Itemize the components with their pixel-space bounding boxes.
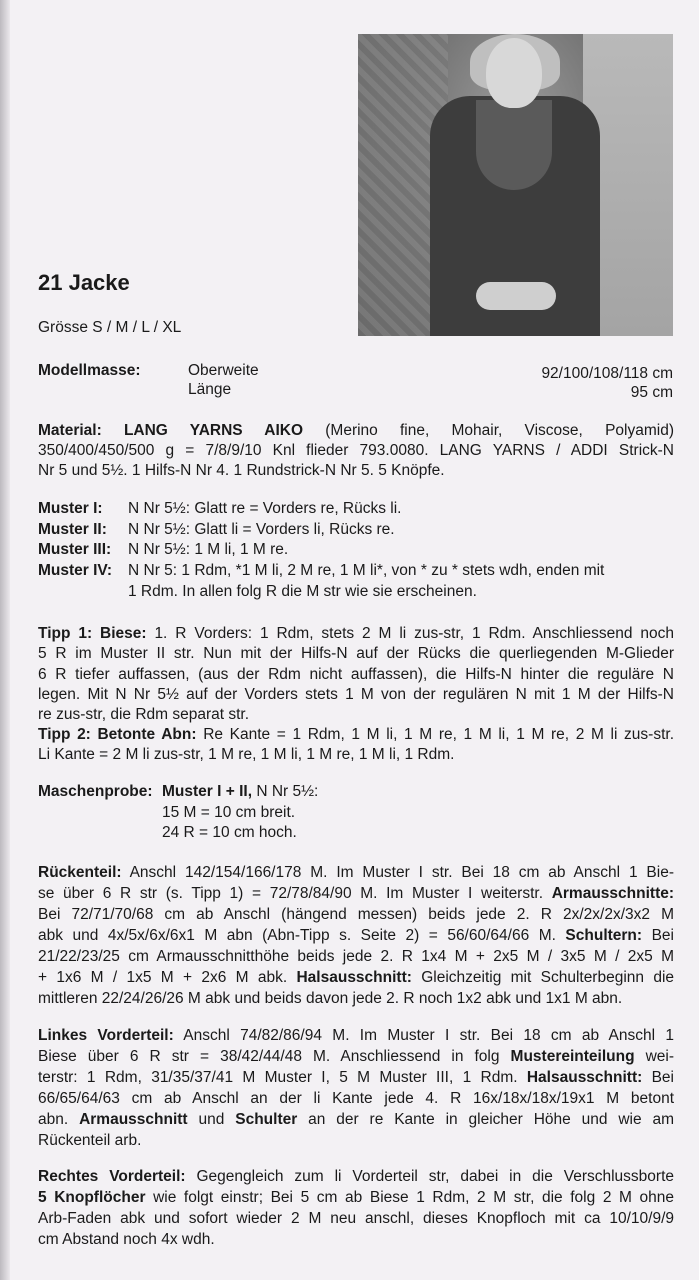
ruecken-line-2: se über 6 R str (s. Tipp 1) = 72/78/84/90 M. Im Muster I weiterstr. Armausschnitte: <box>38 885 675 902</box>
material-line-3: Nr 5 und 5½. 1 Hilfs-N Nr 4. 1 Rundstrick-N Nr 5. 5 Knöpfe. <box>38 462 445 479</box>
tipp1-line-5: re zus-str, die Rdm separat str. <box>38 706 250 723</box>
measure-name-bust: Oberweite <box>188 362 259 379</box>
muster-4-continued: 1 Rdm. In allen folg R die M str wie sie erscheinen. <box>128 583 477 600</box>
page-edge <box>0 0 10 1280</box>
linkes-line-1: Linkes Vorderteil: Anschl 74/82/86/94 M. Im Muster I str. Bei 18 cm ab Anschl 1 <box>38 1027 675 1044</box>
ruecken-line-3: Bei 72/71/70/68 cm ab Anschl (hängend messen) beids jede 2. R 2x/2x/2x/3x2 M <box>38 906 674 923</box>
muster-1: Muster I: N Nr 5½: Glatt re = Vorders re, Rücks li. <box>38 500 402 517</box>
linkes-line-6: Rückenteil arb. <box>38 1132 142 1149</box>
ruecken-line-6: + 1x6 M / 1x5 M + 2x6 M abk. Halsausschnitt: Gleichzeitig mit Schulterbeginn die <box>38 969 675 986</box>
measure-value-length: 95 cm <box>630 384 673 401</box>
tipp1-line-1: Tipp 1: Biese: 1. R Vorders: 1 Rdm, stets 2 M li zus-str, 1 Rdm. Anschliessend noch <box>38 625 674 642</box>
muster-3: Muster III: N Nr 5½: 1 M li, 1 M re. <box>38 541 289 558</box>
ruecken-line-4: abk und 4x/5x/6x/6x1 M abn (Abn-Tipp s. Seite 2) = 56/60/64/66 M. Schultern: Bei <box>38 927 674 944</box>
model-measures-label: Modellmasse: <box>38 362 141 379</box>
ruecken-line-7: mittleren 22/24/26/26 M abk und beids davon jede 2. R noch 1x2 abk und 1x1 M abn. <box>38 990 623 1007</box>
linkes-line-2: Biese über 6 R str = 38/42/44/48 M. Anschliessend in folg Mustereinteilung wei- <box>38 1048 675 1065</box>
linkes-line-4: 66/65/64/63 cm ab Anschl an der li Kante jede 4. R 16x/18x/18x/19x1 M betont <box>38 1090 674 1107</box>
linkes-line-3: terstr: 1 Rdm, 31/35/37/41 M Muster I, 5 M Muster III, 1 Rdm. Halsausschnitt: Bei <box>38 1069 674 1086</box>
material-line-2: 350/400/450/500 g = 7/8/9/10 Knl flieder 793.0080. LANG YARNS / ADDI Strick-N <box>38 442 674 459</box>
size-line: Grösse S / M / L / XL <box>38 319 182 336</box>
maschenprobe-line-2: 15 M = 10 cm breit. <box>162 804 296 821</box>
measure-value-bust: 92/100/108/118 cm <box>541 365 673 382</box>
tipp1-line-4: legen. Mit N Nr 5½ auf der Vorders stets 1 M von der regulären N mit 1 M der Hilfs-N <box>38 686 674 703</box>
maschenprobe-line-3: 24 R = 10 cm hoch. <box>162 824 297 841</box>
material-line-1: Material: LANG YARNS AIKO (Merino fine, Mohair, Viscose, Polyamid) <box>38 422 674 439</box>
maschenprobe-line-1: Maschenprobe: Muster I + II, N Nr 5½: <box>38 783 319 800</box>
rechtes-line-3: Arb-Faden abk und sofort wieder 2 M neu anschl, dieses Knopfloch mit ca 10/10/9/9 <box>38 1210 674 1227</box>
muster-4: Muster IV: N Nr 5: 1 Rdm, *1 M li, 2 M re, 1 M li*, von * zu * stets wdh, enden mit <box>38 562 605 579</box>
linkes-line-5: abn. Armausschnitt und Schulter an der re Kante in gleicher Höhe und wie am <box>38 1111 675 1128</box>
pattern-title: 21 Jacke <box>38 270 130 295</box>
tipp2-line-2: Li Kante = 2 M li zus-str, 1 M re, 1 M li, 1 M re, 1 M li, 1 Rdm. <box>38 746 455 763</box>
rechtes-line-1: Rechtes Vorderteil: Gegengleich zum li Vorderteil str, dabei in die Verschlussborte <box>38 1168 674 1185</box>
measure-name-length: Länge <box>188 381 232 398</box>
tipp1-line-3: 6 R tiefer auffassen, (aus der Rdm nicht auffassen), die Hilfs-N hinter die reguläre N <box>38 666 674 683</box>
model-photo <box>358 34 673 336</box>
ruecken-line-5: 21/22/23/25 cm Armausschnitthöhe beids jede 2. R 1x4 M + 2x5 M / 3x5 M / 2x5 M <box>38 948 674 965</box>
tipp1-line-2: 5 R im Muster II str. Nun mit der Hilfs-N auf der Rücks die querliegenden M-Glieder <box>38 645 674 662</box>
tipp2-line-1: Tipp 2: Betonte Abn: Re Kante = 1 Rdm, 1 M li, 1 M re, 1 M li, 1 M re, 2 M li zus-str. <box>38 726 675 743</box>
rechtes-line-4: cm Abstand noch 4x wdh. <box>38 1231 215 1248</box>
ruecken-line-1: Rückenteil: Anschl 142/154/166/178 M. Im Muster I str. Bei 18 cm ab Anschl 1 Bie- <box>38 864 674 881</box>
muster-2: Muster II: N Nr 5½: Glatt li = Vorders li, Rücks re. <box>38 521 395 538</box>
rechtes-line-2: 5 Knopflöcher wie folgt einstr; Bei 5 cm ab Biese 1 Rdm, 2 M str, die folg 2 M ohne <box>38 1189 675 1206</box>
